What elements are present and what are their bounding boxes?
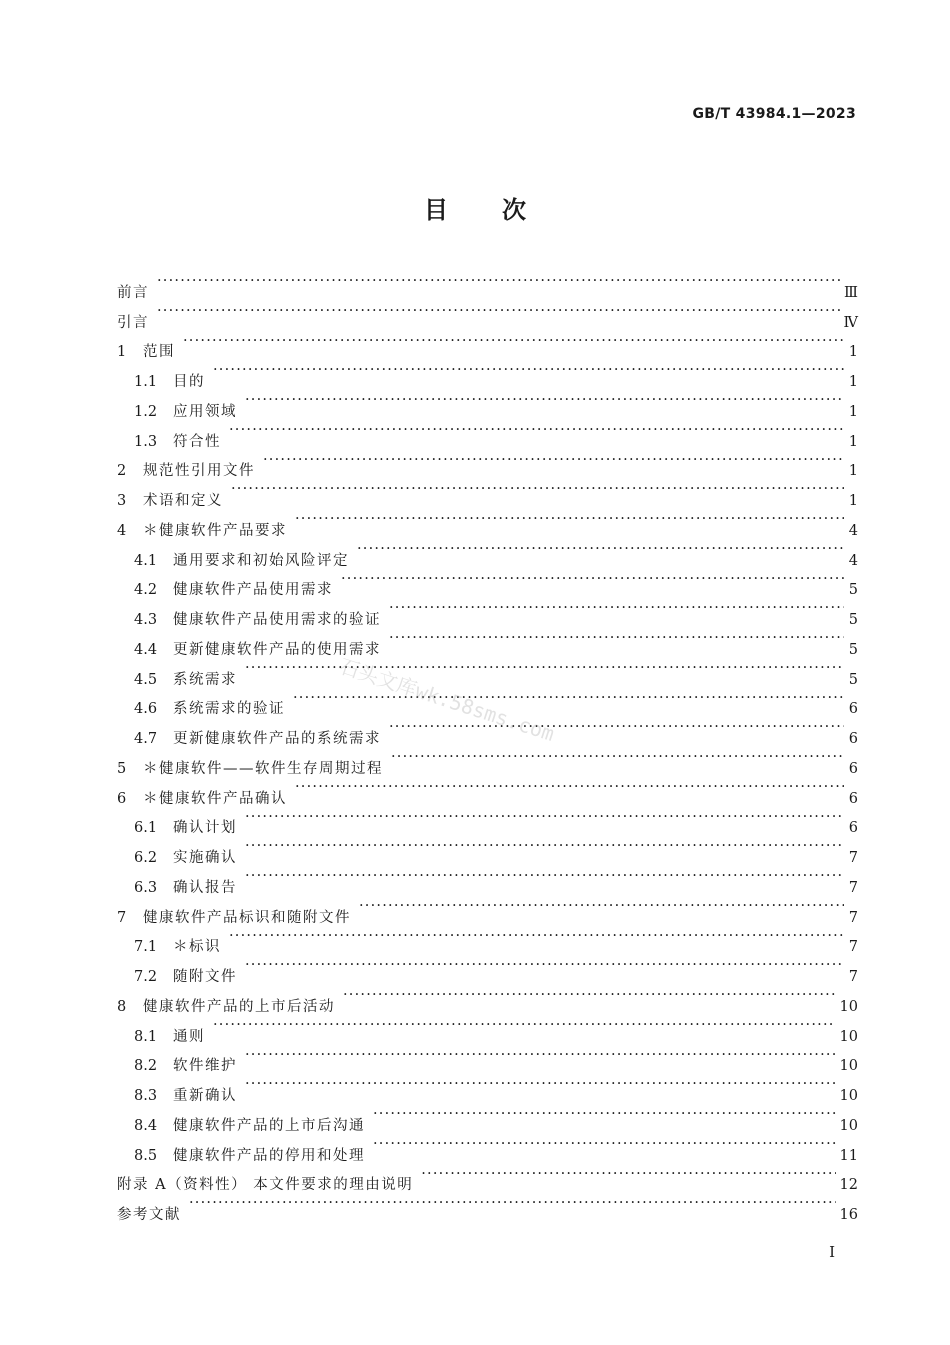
- toc-entry-page: 10: [839, 1058, 858, 1075]
- dot-leader: [373, 1130, 836, 1160]
- toc-entry-number: 4.3: [134, 612, 158, 628]
- toc-entry-label: 实施确认: [173, 850, 237, 866]
- toc-entry[interactable]: [117, 1011, 858, 1045]
- toc-entry-number: 6.1: [134, 820, 158, 837]
- toc-entry-label: 应用领域: [173, 403, 237, 420]
- toc-entry-label: 健康软件产品的停用和处理: [173, 1147, 365, 1164]
- toc-entry-number: 4.4: [134, 641, 158, 658]
- dot-leader: [389, 713, 844, 743]
- toc-entry-label: 目的: [173, 374, 205, 390]
- toc-entry-number: 8.1: [134, 1028, 158, 1045]
- toc-entry-label: 更新健康软件产品的系统需求: [173, 731, 381, 747]
- toc-entry-number: 4: [117, 522, 127, 539]
- toc-entry-number: 1.2: [134, 403, 158, 420]
- dot-leader: [245, 386, 844, 416]
- toc-entry-label: 重新确认: [173, 1088, 237, 1104]
- toc-entry-label: 术语和定义: [143, 493, 223, 509]
- toc-entry-label: 引言: [117, 314, 149, 331]
- dot-leader: [245, 654, 844, 684]
- watermark: 石头文库wk.58sms.com: [336, 653, 558, 747]
- toc-entry-page: 1: [848, 403, 858, 420]
- dot-leader: [245, 951, 844, 981]
- toc-entry-number: 8.5: [134, 1147, 158, 1164]
- dot-leader: [245, 862, 844, 892]
- toc-entry-number: 7: [117, 909, 127, 926]
- toc-entry-page: 5: [848, 671, 858, 688]
- toc-entry-label: ＊健康软件产品要求: [143, 522, 287, 539]
- toc-entry-label: 更新健康软件产品的使用需求: [173, 641, 381, 658]
- toc-entry-number: 1: [117, 344, 127, 361]
- dot-leader: [245, 1070, 836, 1100]
- toc-entry-page: 6: [848, 790, 858, 807]
- dot-leader: [189, 1189, 836, 1219]
- toc-entry-label: 健康软件产品的上市后沟通: [173, 1117, 365, 1134]
- toc-entry-number: 4.6: [134, 701, 158, 718]
- toc-entry-number: 8: [117, 998, 127, 1015]
- toc-entry-page: 4: [848, 552, 858, 569]
- dot-leader: [245, 1041, 836, 1071]
- toc-entry-number: 2: [117, 463, 127, 480]
- toc-entry-label: 范围: [143, 344, 175, 361]
- toc-entry-page: 7: [848, 909, 858, 926]
- toc-entry-label: 通用要求和初始风险评定: [173, 552, 349, 569]
- dot-leader: [157, 297, 840, 327]
- toc-entry-number: 3: [117, 493, 127, 509]
- dot-leader: [245, 803, 844, 833]
- toc-entry-page: 1: [848, 463, 858, 480]
- toc-entry-page: 7: [848, 879, 858, 896]
- toc-entry-number: 4.2: [134, 582, 158, 599]
- toc-entry-page: Ⅳ: [843, 314, 858, 331]
- dot-leader: [421, 1160, 835, 1190]
- toc-entry-page: 6: [848, 701, 858, 718]
- toc-entry-number: 6.3: [134, 879, 158, 896]
- dot-leader: [343, 981, 836, 1011]
- toc-entry-label: 符合性: [173, 433, 221, 450]
- toc-entry-number: 7.1: [134, 939, 158, 956]
- toc-entry[interactable]: [117, 1189, 858, 1223]
- toc-entry-label: 前言: [117, 284, 149, 301]
- dot-leader: [341, 565, 844, 595]
- toc-entry-page: 5: [848, 582, 858, 599]
- toc-entry-page: 1: [848, 374, 858, 390]
- page-title: [0, 190, 950, 225]
- toc-entry-label: 确认计划: [173, 820, 237, 837]
- toc-entry[interactable]: [117, 356, 858, 390]
- dot-leader: [295, 773, 844, 803]
- toc-entry-label: 参考文献: [117, 1207, 181, 1223]
- dot-leader: [229, 922, 844, 952]
- dot-leader: [359, 892, 844, 922]
- toc-entry-label: 规范性引用文件: [143, 463, 255, 480]
- title-char-1: 目: [424, 196, 448, 224]
- page-number: I: [829, 1243, 835, 1261]
- toc-entry-number: 8.3: [134, 1088, 158, 1104]
- toc-entry-page: 16: [839, 1207, 858, 1223]
- toc-entry-label: ＊健康软件产品确认: [143, 790, 287, 807]
- dot-leader: [213, 356, 844, 386]
- toc-entry[interactable]: [117, 951, 858, 985]
- toc-entry[interactable]: [117, 416, 858, 450]
- toc-entry-page: Ⅲ: [844, 284, 858, 301]
- toc-entry-number: 4.5: [134, 671, 158, 688]
- dot-leader: [391, 743, 844, 773]
- toc-entry-number: 4.1: [134, 552, 158, 569]
- toc-entry-label: 系统需求: [173, 671, 237, 688]
- toc-entry-page: 6: [848, 731, 858, 747]
- dot-leader: [213, 1011, 836, 1041]
- toc-entry-page: 7: [848, 850, 858, 866]
- toc-entry-number: 6: [117, 790, 127, 807]
- toc-entry-page: 10: [839, 1028, 858, 1045]
- toc-entry[interactable]: [117, 1041, 858, 1075]
- toc-entry-label: ＊标识: [173, 939, 221, 956]
- toc-entry-page: 6: [848, 760, 858, 777]
- toc-entry[interactable]: [117, 446, 858, 480]
- dot-leader: [231, 475, 844, 505]
- dot-leader: [389, 624, 844, 654]
- toc-entry-number: 1.1: [134, 374, 158, 390]
- toc-entry-page: 10: [839, 998, 858, 1015]
- toc-entry-page: 12: [839, 1177, 858, 1194]
- document-id: GB/T 43984.1—2023: [692, 106, 856, 122]
- toc-entry-page: 5: [848, 641, 858, 658]
- toc-entry-label: 健康软件产品的上市后活动: [143, 998, 335, 1015]
- table-of-contents: [117, 267, 858, 1223]
- toc-entry-page: 7: [848, 969, 858, 985]
- toc-entry[interactable]: [117, 267, 858, 301]
- toc-entry-page: 4: [848, 522, 858, 539]
- toc-entry-page: 7: [848, 939, 858, 956]
- toc-entry-label: 系统需求的验证: [173, 701, 285, 718]
- toc-entry-label: 健康软件产品使用需求的验证: [173, 612, 381, 628]
- toc-entry-page: 6: [848, 820, 858, 837]
- toc-entry-page: 11: [839, 1147, 858, 1164]
- dot-leader: [183, 327, 844, 357]
- dot-leader: [263, 446, 844, 476]
- toc-entry[interactable]: [117, 386, 858, 420]
- toc-entry-page: 1: [848, 433, 858, 450]
- toc-entry-number: 6.2: [134, 850, 158, 866]
- dot-leader: [157, 267, 840, 297]
- toc-entry-page: 1: [848, 344, 858, 361]
- toc-entry-page: 10: [839, 1088, 858, 1104]
- toc-entry-label: 随附文件: [173, 969, 237, 985]
- toc-entry-number: 5: [117, 760, 127, 777]
- toc-entry-label: 健康软件产品标识和随附文件: [143, 909, 351, 926]
- toc-entry-label: 附录 A（资料性） 本文件要求的理由说明: [117, 1177, 414, 1194]
- toc-entry-label: 确认报告: [173, 879, 237, 896]
- dot-leader: [357, 535, 844, 565]
- toc-entry-page: 10: [839, 1117, 858, 1134]
- toc-entry-number: 8.4: [134, 1117, 158, 1134]
- toc-entry-label: 通则: [173, 1028, 205, 1045]
- toc-entry-number: 7.2: [134, 969, 158, 985]
- toc-entry-number: 4.7: [134, 731, 158, 747]
- toc-entry[interactable]: [117, 297, 858, 331]
- dot-leader: [229, 416, 844, 446]
- toc-entry-label: 软件维护: [173, 1058, 237, 1075]
- toc-entry-page: 1: [848, 493, 858, 509]
- toc-entry-label: ＊健康软件——软件生存周期过程: [143, 760, 383, 777]
- toc-entry-page: 5: [848, 612, 858, 628]
- dot-leader: [389, 594, 844, 624]
- toc-entry-label: 健康软件产品使用需求: [173, 582, 333, 599]
- toc-entry-number: 1.3: [134, 433, 158, 450]
- dot-leader: [245, 832, 844, 862]
- dot-leader: [295, 505, 844, 535]
- toc-entry[interactable]: [117, 505, 858, 539]
- title-char-2: 次: [502, 196, 526, 224]
- toc-entry[interactable]: [117, 327, 858, 361]
- dot-leader: [373, 1100, 836, 1130]
- toc-entry-number: 8.2: [134, 1058, 158, 1075]
- toc-entry[interactable]: [117, 922, 858, 956]
